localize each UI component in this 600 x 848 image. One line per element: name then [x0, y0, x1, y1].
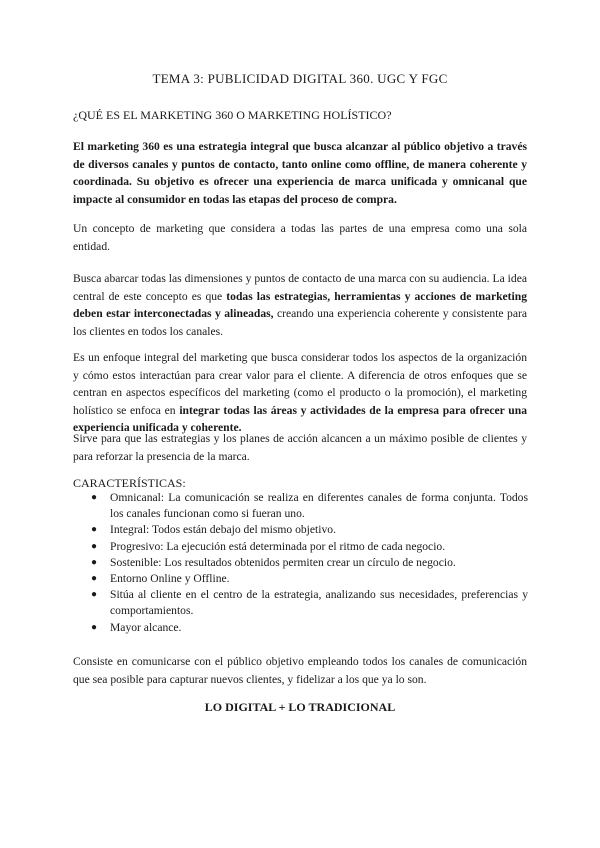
paragraph-definition [73, 138, 527, 208]
characteristics-heading: CARACTERÍSTICAS: [73, 476, 186, 490]
list-item [88, 539, 528, 555]
list-item-text: Integral: Todos están debajo del mismo objetivo. [110, 523, 336, 537]
list-item-text: Mayor alcance. [110, 620, 182, 634]
list-item [88, 571, 528, 587]
section-subtitle: LO DIGITAL + LO TRADICIONAL [204, 700, 396, 714]
text-run-bold: integrar todas las áreas y actividades de la empresa para ofrecer una experiencia unificada y coherente. [73, 403, 527, 435]
paragraph-purpose: Sirve para que las estrategias y los planes de acción alcancen a un máximo posible de clientes y para reforzar la presencia de la marca. [73, 432, 527, 463]
document-title: TEMA 3: PUBLICIDAD DIGITAL 360. UGC Y FGC [152, 71, 448, 86]
text-run: Busca abarcar todas las dimensiones y puntos de contacto de una marca con su audiencia. La idea central de este concepto es que [73, 272, 527, 303]
list-item-text: Progresivo: La ejecución está determinada por el ritmo de cada negocio. [110, 539, 446, 553]
characteristics-list [88, 490, 528, 636]
bullet-icon: ● [91, 540, 98, 552]
bullet-icon: ● [91, 573, 98, 585]
paragraph-definition-bold: El marketing 360 es una estrategia integral que busca alcanzar al público objetivo a través de diversos canales y puntos de contacto, tanto online como offline, de manera coherente y coordinada. Su objetivo es ofrecer una experiencia de marca unificada y omnicanal que impacte al consumidor en todas las etapas del proceso de compra. [73, 140, 527, 206]
text-run: Es un enfoque integral del marketing que busca considerar todos los aspectos de la organización y cómo estos interactúan para crear valor para el cliente. A diferencia de otros enfoques que se centran en aspectos específicos del marketing (como el producto o la promoción), el marketing holístico se enfoca en [73, 351, 527, 417]
paragraph-holistic [73, 349, 527, 437]
list-item [88, 587, 528, 619]
bullet-icon: ● [91, 524, 98, 536]
text-run: creando una experiencia coherente y consistente para los clientes en todos los canales. [73, 307, 527, 338]
paragraph-summary: Consiste en comunicarse con el público objetivo empleando todos los canales de comunicación que sea posible para capturar nuevos clientes, y fidelizar a los que ya lo son. [73, 655, 527, 686]
paragraph-dimensions [73, 270, 527, 340]
list-item [88, 555, 528, 571]
bullet-icon: ● [91, 492, 98, 503]
list-item-text: Entorno Online y Offline. [110, 572, 230, 586]
list-item [88, 490, 528, 522]
list-item [88, 620, 528, 636]
list-item-text: Omnicanal: La comunicación se realiza en diferentes canales de forma conjunta. Todos los canales funcionan como si fueran uno. [110, 491, 528, 521]
section-question: ¿QUÉ ES EL MARKETING 360 O MARKETING HOLÍSTICO? [73, 108, 392, 122]
list-item-text: Sitúa al cliente en el centro de la estrategia, analizando sus necesidades, preferencias y comportamientos. [110, 588, 528, 618]
bullet-icon: ● [91, 556, 98, 568]
bullet-icon: ● [91, 621, 98, 633]
list-item-text: Sostenible: Los resultados obtenidos permiten crear un círculo de negocio. [110, 555, 456, 569]
bullet-icon: ● [91, 589, 98, 601]
text-run-bold: todas las estrategias, herramientas y acciones de marketing deben estar interconectadas y alineadas, [73, 289, 528, 321]
paragraph-concept: Un concepto de marketing que considera a todas las partes de una empresa como una sola entidad. [73, 222, 527, 253]
list-item [88, 522, 528, 538]
